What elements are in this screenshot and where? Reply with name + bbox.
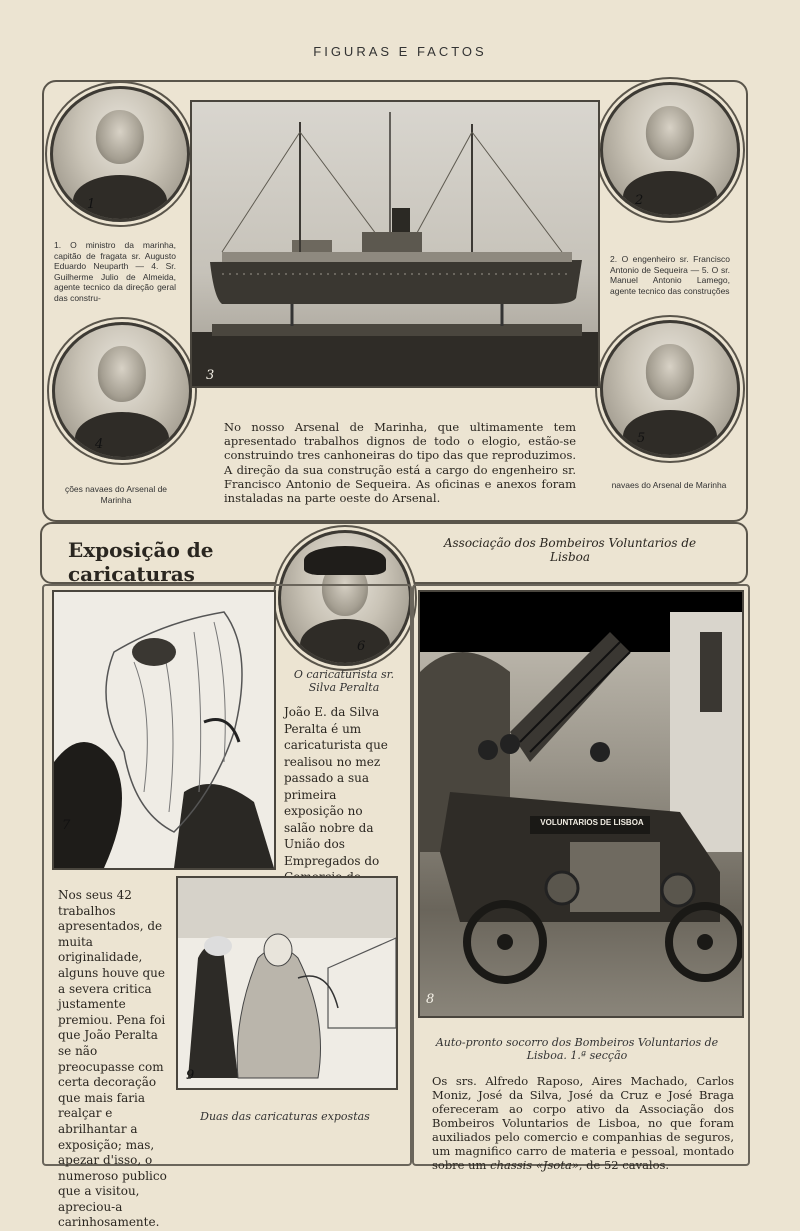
photo-number-1: 1 xyxy=(87,197,96,212)
caption-right: 2. O engenheiro sr. Francisco Antonio de Sequeira — 5. O sr. Manuel Antonio Lamego, agente tecnico das construções xyxy=(610,254,730,296)
photo-number-9: 9 xyxy=(186,1068,195,1083)
ship-model-photo xyxy=(190,100,600,388)
caption-right-continued: navaes do Arsenal de Marinha xyxy=(611,480,727,490)
chassis-name: chassis «Jsota» xyxy=(490,1158,579,1172)
portrait-lamego xyxy=(600,320,740,458)
caricature-7 xyxy=(52,590,276,870)
caption-left-continued: ções navaes do Arsenal de Marinha xyxy=(64,484,168,505)
caricature-7-drawing xyxy=(54,592,274,868)
bombeiros-text-end: , de 52 cavalos. xyxy=(578,1158,670,1172)
photo-number-2: 2 xyxy=(635,193,644,208)
photo-number-7: 7 xyxy=(62,818,71,833)
photo-number-3: 3 xyxy=(206,368,215,383)
caricature-9-drawing xyxy=(178,878,396,1088)
fire-truck-caption: Auto-pronto socorro dos Bombeiros Voluntarios de Lisboa. 1.ª secção xyxy=(435,1036,719,1062)
exposicao-text: Nos seus 42 trabalhos apresentados, de muita originalidade, alguns houve que a severa critica justamente premiou. Pena foi que João Peralta se não preocupasse com certa decoração que mais faria realçar e abrilhantar a exposição; mas, apezar d'isso, o numeroso publico que a visitou, apreciou-a carinhosamente. xyxy=(58,888,167,1230)
portrait-guilherme xyxy=(52,322,192,460)
portrait-minister xyxy=(50,86,190,222)
fire-truck-illustration xyxy=(420,592,742,1016)
arsenal-article: No nosso Arsenal de Marinha, que ultimamente tem apresentado trabalhos dignos de todo o elogio, estão-se construindo tres canhoneiras do tipo das que reproduzimos. A direção da sua construção está a cargo do engenheiro sr. Francisco Antonio de Sequeira. As oficinas e anexos foram instaladas na parte oeste do Arsenal. xyxy=(224,420,576,506)
photo-number-5: 5 xyxy=(637,431,646,446)
cartoons-caption: Duas das caricaturas expostas xyxy=(200,1110,370,1123)
bombeiros-text-main: Os srs. Alfredo Raposo, Aires Machado, Carlos Moniz, José da Silva, José da Cruz e José Braga ofereceram ao corpo ativo da Associação dos Bombeiros Voluntarios de Lisboa, no que foram auxiliados pelo comercio e companhias de seguros, um magnifico carro de materia e pessoal, montado sobre um xyxy=(432,1074,734,1172)
fire-truck-photo xyxy=(418,590,744,1018)
caricature-9 xyxy=(176,876,398,1090)
caption-left: 1. O ministro da marinha, capitão de fragata sr. Augusto Eduardo Neuparth — 4. Sr. Guilherme Julio de Almeida, agente tecnico da direção geral das constru- xyxy=(54,240,176,303)
caricaturas-title: Exposição de caricaturas xyxy=(68,538,214,586)
page-header: FIGURAS E FACTOS xyxy=(313,44,487,59)
portrait-sequeira xyxy=(600,82,740,218)
bombeiros-text xyxy=(432,1074,734,1172)
caricaturist-caption: O caricaturista sr. Silva Peralta xyxy=(293,668,395,694)
bombeiros-title: Associação dos Bombeiros Voluntarios de Lisboa xyxy=(443,536,697,564)
photo-number-6: 6 xyxy=(357,639,366,654)
photo-number-8: 8 xyxy=(426,992,435,1007)
photo-number-4: 4 xyxy=(95,437,104,452)
truck-sign: VOLUNTARIOS DE LISBOA xyxy=(540,818,644,827)
peralta-text: João E. da Silva Peralta é um caricaturista que realisou no mez passado a sua primeira exposição no salão nobre da União dos Empregados do xyxy=(284,705,388,868)
ship-illustration xyxy=(192,102,598,386)
